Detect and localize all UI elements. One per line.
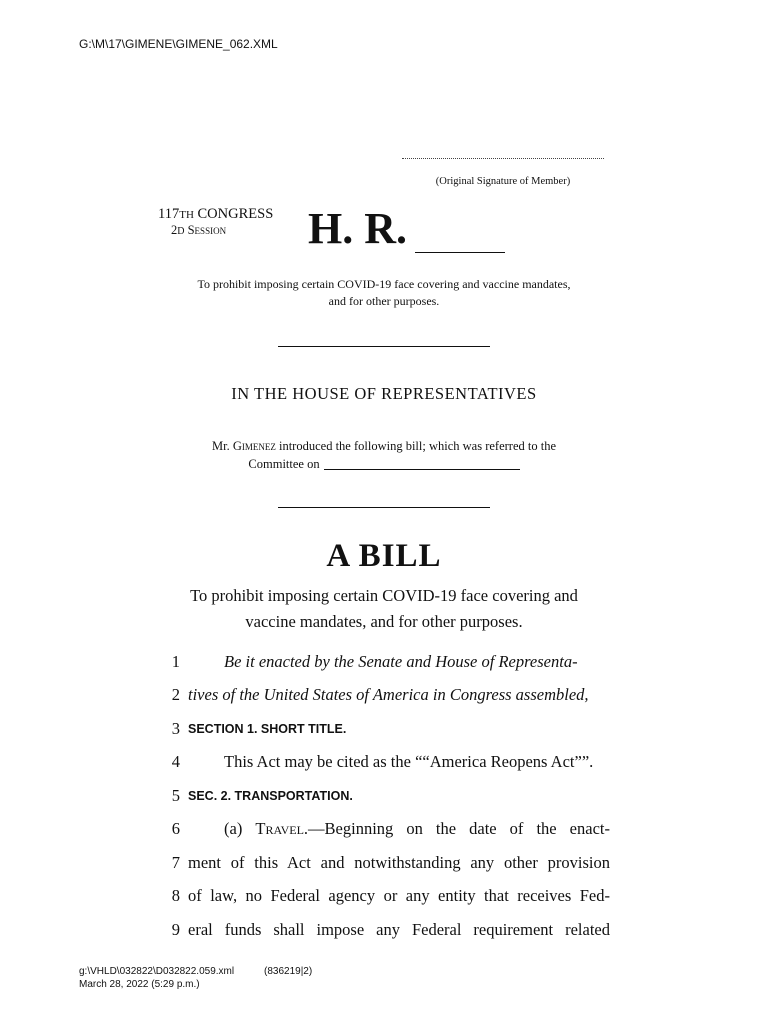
signature-label: (Original Signature of Member) xyxy=(435,176,571,187)
purpose-short-line-1: To prohibit imposing certain COVID-19 face covering and vaccine mandates, xyxy=(197,277,571,291)
committee-label: Committee on xyxy=(248,457,320,471)
line-number: 1 xyxy=(171,652,180,671)
line-number: 3 xyxy=(171,719,180,738)
session-suffix: D xyxy=(177,226,185,237)
session-label xyxy=(171,222,226,240)
member-name: Gimenez xyxy=(232,439,276,453)
purpose-full-line-1: To prohibit imposing certain COVID-19 face covering and xyxy=(190,586,578,605)
line-number: 4 xyxy=(171,752,180,771)
congress-label xyxy=(158,206,273,223)
body-text-line: This Act may be cited as the ““America Reopens Act””. xyxy=(224,752,594,771)
line-number: 5 xyxy=(171,786,180,805)
line-number: 6 xyxy=(171,819,180,838)
enacting-clause-line: tives of the United States of America in Congress assembled, xyxy=(188,685,589,704)
congress-number: 117 xyxy=(158,206,180,222)
line-number: 2 xyxy=(171,685,180,704)
line-number: 7 xyxy=(171,853,180,872)
body-text-line: ment of this Act and notwithstanding any other provision xyxy=(188,853,610,872)
purpose-full-line-2: vaccine mandates, and for other purposes. xyxy=(245,612,523,631)
bill-heading: A BILL xyxy=(326,538,442,574)
subsection-text: .—Beginning on the date of the enact- xyxy=(303,819,610,838)
file-path: G:\M\17\GIMENE\GIMENE_062.XML xyxy=(79,37,278,51)
signature-line xyxy=(402,158,604,159)
bill-number-blank xyxy=(415,252,505,253)
congress-suffix: TH xyxy=(179,209,194,221)
session-number: 2 xyxy=(171,223,178,237)
committee-blank xyxy=(324,469,520,470)
body-text-line: eral funds shall impose any Federal requirement related xyxy=(188,920,610,939)
bill-type-title: H. R. xyxy=(308,204,407,253)
footer-doc-id: (836219|2) xyxy=(264,966,313,977)
house-heading: IN THE HOUSE OF REPRESENTATIVES xyxy=(231,384,537,403)
body-text-line: of law, no Federal agency or any entity that receives Fed- xyxy=(188,886,610,905)
divider-rule xyxy=(278,507,490,508)
introduction-prefix: Mr. xyxy=(211,439,233,453)
purpose-short-line-2: and for other purposes. xyxy=(328,294,440,308)
body-text-line xyxy=(188,819,610,839)
subsection-prefix: (a) xyxy=(224,819,256,838)
introduction-rest: introduced the following bill; which was referred to the xyxy=(275,439,556,453)
divider-rule xyxy=(278,346,490,347)
congress-word: CONGRESS xyxy=(197,206,274,222)
line-number: 8 xyxy=(171,886,180,905)
introduction-line-2 xyxy=(150,455,618,473)
section-heading: SECTION 1. SHORT TITLE. xyxy=(188,722,347,736)
footer-timestamp: March 28, 2022 (5:29 p.m.) xyxy=(79,979,200,990)
introduction-line-1 xyxy=(150,437,618,455)
footer-path: g:\VHLD\032822\D032822.059.xml xyxy=(79,966,235,977)
subsection-heading: Travel xyxy=(255,819,304,838)
section-heading: SEC. 2. TRANSPORTATION. xyxy=(188,789,353,803)
purpose-short xyxy=(150,276,618,310)
enacting-clause-line: Be it enacted by the Senate and House of Representa- xyxy=(224,652,578,671)
line-number: 9 xyxy=(171,920,180,939)
session-word: Session xyxy=(187,223,227,237)
